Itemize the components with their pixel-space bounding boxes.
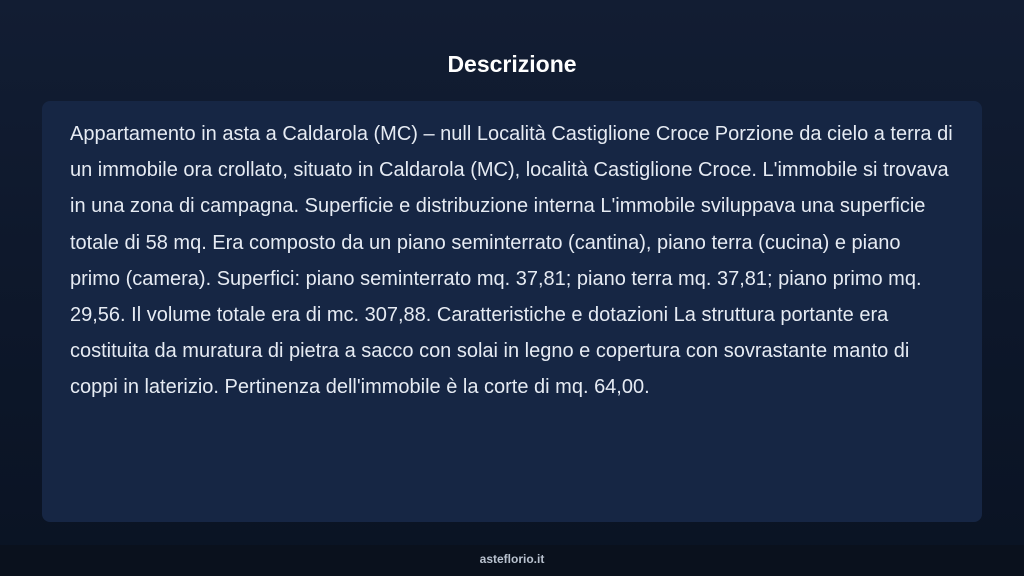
footer-bar	[0, 545, 1024, 576]
description-card	[42, 101, 982, 522]
description-text: Appartamento in asta a Caldarola (MC) – null Località Castiglione Croce Porzione da cielo a terra di un immobile ora crollato, situato in Caldarola (MC), località Castiglione Croce. L'immobile si trovava in una zona di campagna. Superficie e distribuzione interna L'immobile sviluppava una superficie totale di 58 mq. Era composto da un piano seminterrato (cantina), piano terra (cucina) e piano primo (camera). Superfici: piano seminterrato mq. 37,81; piano terra mq. 37,81; piano primo mq. 29,56. Il volume totale era di mc. 307,88. Caratteristiche e dotazioni La struttura portante era costituita da muratura di pietra a sacco con solai in legno e copertura con sovrastante manto di coppi in laterizio. Pertinenza dell'immobile è la corte di mq. 64,00.	[70, 123, 953, 399]
footer-site-label: asteflorio.it	[479, 552, 545, 566]
page-title: Descrizione	[447, 51, 577, 77]
